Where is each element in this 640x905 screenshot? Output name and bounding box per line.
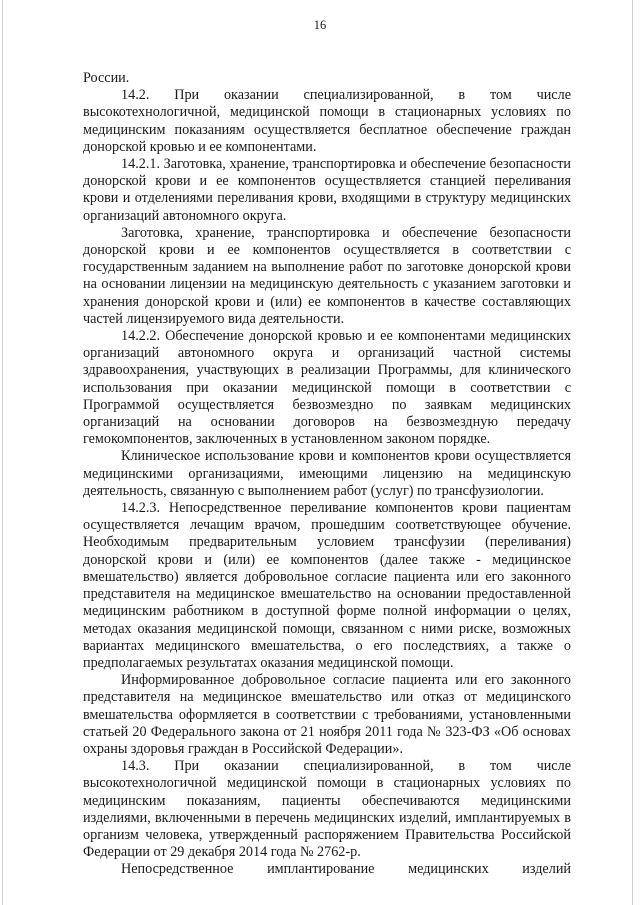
paragraph-14-3: 14.3. При оказании специализированной, в том числе высокотехнологичной медицинской помощи в стационарных условиях по медицинским показаниям, пациенты обеспечиваются медицинскими изделиями, включенными в перечень медицинских изделий, имплантируемых в организм человека, утвержденный распоряжением Правительства Российской Федерации от 29 декабря 2014 года № 2762-р. <box>83 758 571 861</box>
page-number: 16 <box>313 18 327 32</box>
paragraph-14-2-1: 14.2.1. Заготовка, хранение, транспортировка и обеспечение безопасности донорской крови и ее компонентов осуществляется станцией переливания крови и отделениями переливания крови, входящими в структуру медицинских организаций автономного округа. <box>83 156 571 224</box>
paragraph-clinical-use: Клиническое использование крови и компонентов крови осуществляется медицинскими организациями, имеющими лицензию на медицинскую деятельность, связанную с выполнением работ (услуг) по трансфузиологии. <box>83 448 571 499</box>
paragraph-continuation: России. <box>83 70 130 86</box>
paragraph-informed-consent: Информированное добровольное согласие пациента или его законного представителя на медицинское вмешательство или отказ от медицинского вмешательства оформляется в соответствии с требованиями, установленными статьей 20 Федерального закона от 21 ноября 2011 года № 323-ФЗ «Об основах охраны здоровья граждан в Российской Федерации». <box>83 672 571 757</box>
paragraph-blood-procurement: Заготовка, хранение, транспортировка и обеспечение безопасности донорской крови и ее компонентов осуществляется в соответствии с государственным заданием на выполнение работ по заготовке донорской крови на основании лицензии на медицинскую деятельность с указанием заготовки и хранения донорской крови и (или) ее компонентов в качестве составляющих частей лицензируемого вида деятельности. <box>83 224 571 327</box>
paragraph-14-2-3: 14.2.3. Непосредственное переливание компонентов крови пациентам осуществляется лечащим врачом, прошедшим соответствующее обучение. Необходимым предварительным условием трансфузии (переливания) донорской крови и (или) ее компонентов (далее также - медицинское вмешательство) является добровольное согласие пациента или его законного представителя на медицинское вмешательство на основании предоставленной медицинским работником в доступной форме полной информации о целях, методах оказания медицинской помощи, связанном с ними риске, возможных вариантах медицинского вмешательства, о его последствиях, а также о предполагаемых результатах оказания медицинской помощи. <box>83 500 571 671</box>
paragraph-implantation: Непосредственное имплантирование медицинских изделий <box>121 861 571 878</box>
scan-right-edge <box>632 0 633 905</box>
document-body <box>83 70 571 879</box>
paragraph-14-2: 14.2. При оказании специализированной, в том числе высокотехнологичной, медицинской помощи в стационарных условиях по медицинским показаниям осуществляется бесплатное обеспечение граждан донорской кровью и ее компонентами. <box>83 87 571 155</box>
scan-left-edge <box>2 0 3 905</box>
paragraph-14-2-2: 14.2.2. Обеспечение донорской кровью и ее компонентами медицинских организаций автономного округа и организаций частной системы здравоохранения, участвующих в реализации Программы, для клинического использования при оказании медицинской помощи в соответствии с Программой осуществляется безвозмездно по заявкам медицинских организаций на основании договоров на безвозмездную передачу гемокомпонентов, заключенных в установленном законом порядке. <box>83 328 571 448</box>
